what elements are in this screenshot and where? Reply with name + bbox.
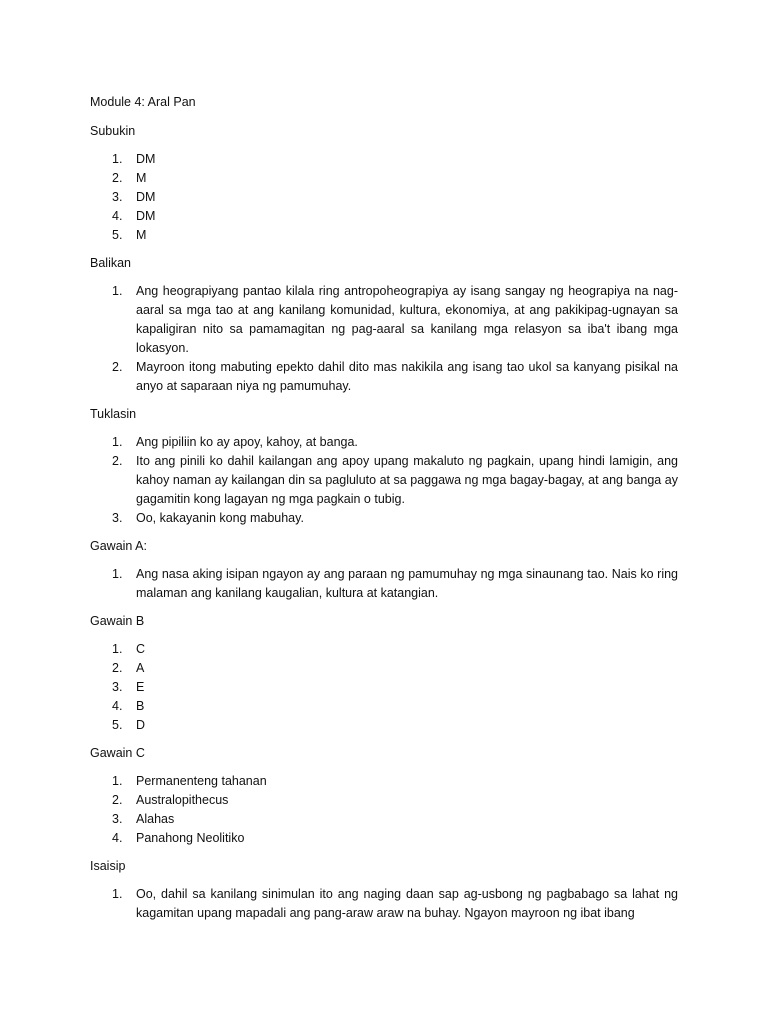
item-number: 1.	[112, 567, 123, 581]
answer-list	[90, 640, 678, 735]
item-text: A	[136, 661, 145, 675]
section-heading: Gawain C	[90, 746, 145, 760]
list-item	[90, 810, 678, 829]
item-text: Panahong Neolitiko	[136, 831, 245, 845]
item-text: DM	[136, 190, 156, 204]
item-text: Ang pipiliin ko ay apoy, kahoy, at banga.	[136, 435, 358, 449]
document-sections	[90, 122, 678, 923]
item-number: 4.	[112, 699, 123, 713]
list-item	[90, 829, 678, 848]
item-number: 1.	[112, 774, 123, 788]
list-item	[90, 659, 678, 678]
item-number: 1.	[112, 152, 123, 166]
item-text: Alahas	[136, 812, 175, 826]
item-number: 4.	[112, 831, 123, 845]
item-text: DM	[136, 152, 156, 166]
item-text: Oo, kakayanin kong mabuhay.	[136, 511, 304, 525]
list-item	[90, 452, 678, 509]
answer-list	[90, 282, 678, 396]
item-text: M	[136, 171, 147, 185]
item-number: 1.	[112, 887, 123, 901]
section-heading: Subukin	[90, 124, 136, 138]
item-text: M	[136, 228, 147, 242]
item-text: Mayroon itong mabuting epekto dahil dito mas nakikila ang isang tao ukol sa kanyang pisikal na anyo at saparaan niya ng pamumuhay.	[136, 360, 678, 393]
section-heading: Isaisip	[90, 859, 126, 873]
list-item	[90, 791, 678, 810]
answer-list	[90, 885, 678, 923]
item-text: Ito ang pinili ko dahil kailangan ang apoy upang makaluto ng pagkain, upang hindi lamigin, ang kahoy naman ay kailangan din sa pagluluto at sa paggawa ng mga bagay-bagay, at ang banga ay gagamitin kong lagayan ng mga pagkain o tubig.	[136, 454, 678, 506]
item-text: B	[136, 699, 145, 713]
list-item	[90, 640, 678, 659]
document-page	[90, 93, 678, 932]
section-heading: Balikan	[90, 256, 131, 270]
list-item	[90, 772, 678, 791]
list-item	[90, 716, 678, 735]
list-item	[90, 169, 678, 188]
list-item	[90, 509, 678, 528]
item-number: 2.	[112, 661, 123, 675]
list-item	[90, 282, 678, 358]
list-item	[90, 433, 678, 452]
answer-list	[90, 433, 678, 528]
item-number: 1.	[112, 284, 123, 298]
section-heading: Gawain A:	[90, 539, 147, 553]
list-item	[90, 207, 678, 226]
item-text: DM	[136, 209, 156, 223]
item-number: 2.	[112, 171, 123, 185]
list-item	[90, 885, 678, 923]
list-item	[90, 150, 678, 169]
item-text: Australopithecus	[136, 793, 229, 807]
item-number: 3.	[112, 812, 123, 826]
list-item	[90, 188, 678, 207]
item-number: 1.	[112, 435, 123, 449]
item-number: 5.	[112, 718, 123, 732]
item-number: 2.	[112, 360, 123, 374]
list-item	[90, 226, 678, 245]
answer-list	[90, 772, 678, 848]
list-item	[90, 358, 678, 396]
item-number: 3.	[112, 190, 123, 204]
item-number: 3.	[112, 680, 123, 694]
item-number: 2.	[112, 454, 123, 468]
list-item	[90, 697, 678, 716]
item-text: Ang heograpiyang pantao kilala ring antropoheograpiya ay isang sangay ng heograpiya na nag-aaral sa mga tao at ang kanilang komunidad, kultura, ekonomiya, at ang pakikipag-ugnayan sa kapaligiran nito sa pamamagitan ng pag-aaral sa kanilang mga relasyon sa iba't ibang mga lokasyon.	[136, 284, 678, 355]
item-text: D	[136, 718, 146, 732]
item-text: E	[136, 680, 145, 694]
item-text: Oo, dahil sa kanilang sinimulan ito ang naging daan sap ag-usbong ng pagbabago sa lahat ng kagamitan upang mapadali ang pang-araw araw na buhay. Ngayon mayroon ng ibat ibang	[136, 887, 678, 920]
section-heading: Tuklasin	[90, 407, 137, 421]
section-heading: Gawain B	[90, 614, 145, 628]
list-item	[90, 678, 678, 697]
document-title: Module 4: Aral Pan	[90, 95, 196, 109]
answer-list	[90, 150, 678, 245]
item-number: 4.	[112, 209, 123, 223]
item-number: 3.	[112, 511, 123, 525]
item-text: C	[136, 642, 146, 656]
answer-list	[90, 565, 678, 603]
item-number: 1.	[112, 642, 123, 656]
item-text: Permanenteng tahanan	[136, 774, 267, 788]
item-number: 5.	[112, 228, 123, 242]
list-item	[90, 565, 678, 603]
item-text: Ang nasa aking isipan ngayon ay ang paraan ng pamumuhay ng mga sinaunang tao. Nais ko ring malaman ang kanilang kaugalian, kultura at katangian.	[136, 567, 678, 600]
item-number: 2.	[112, 793, 123, 807]
